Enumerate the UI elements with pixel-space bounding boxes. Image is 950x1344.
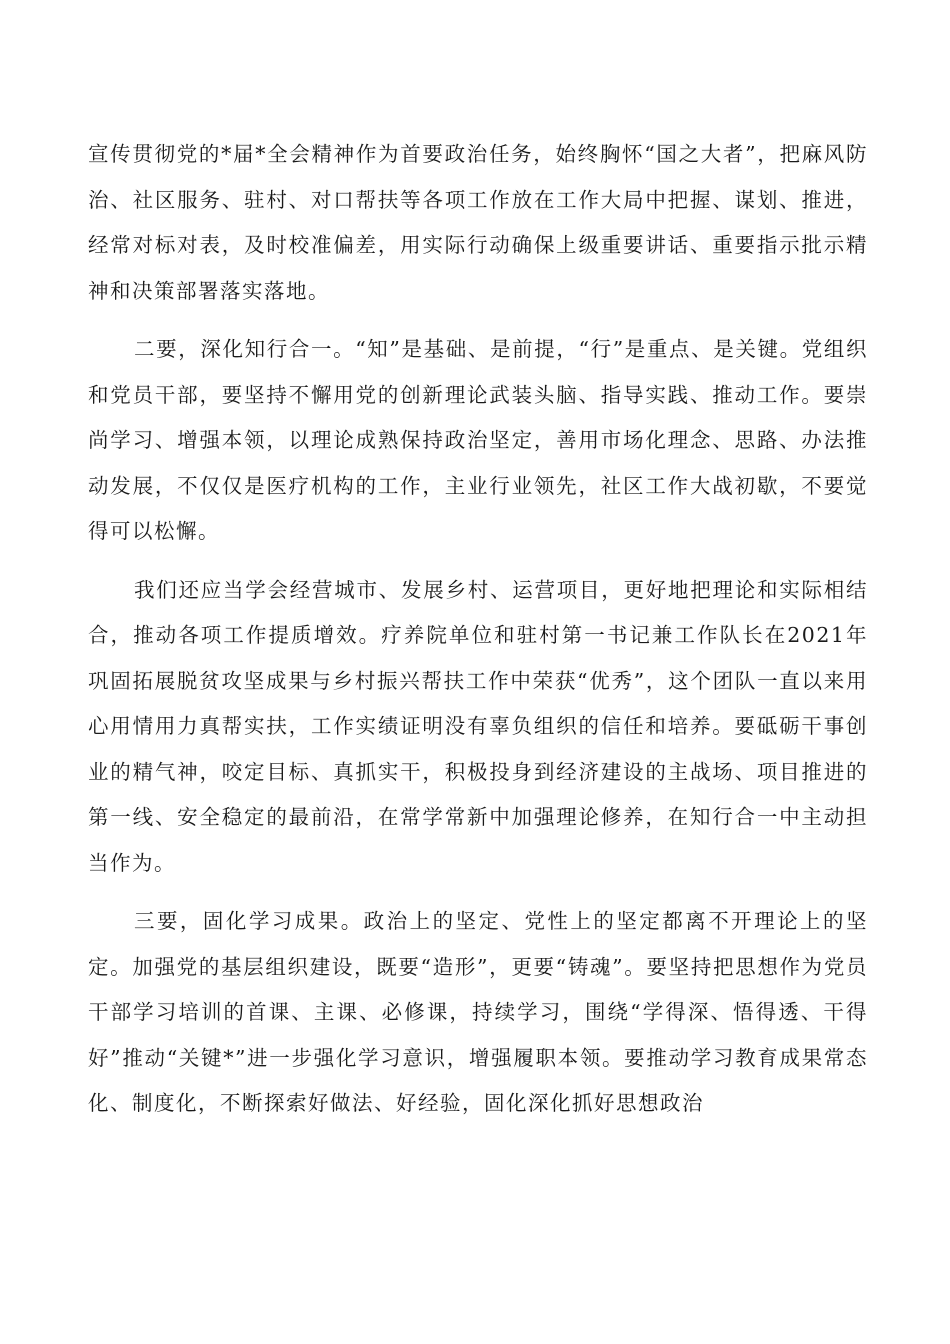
document-body <box>88 132 868 1140</box>
paragraph-2: 二要，深化知行合一。“知”是基础、是前提，“行”是重点、是关键。党组织和党员干部，要坚持不懈用党的创新理论武装头脑、指导实践、推动工作。要崇尚学习、增强本领，以理论成熟保持政治坚定，善用市场化理念、思路、办法推动发展，不仅仅是医疗机构的工作，主业行业领先，社区工作大战初歇，不要觉得可以松懈。 <box>88 337 868 543</box>
paragraph-1: 宣传贯彻党的*届*全会精神作为首要政治任务，始终胸怀“国之大者”，把麻风防治、社区服务、驻村、对口帮扶等各项工作放在工作大局中把握、谋划、推进，经常对标对表，及时校准偏差，用实际行动确保上级重要讲话、重要指示批示精神和决策部署落实落地。 <box>88 142 868 303</box>
paragraph-3: 我们还应当学会经营城市、发展乡村、运营项目，更好地把理论和实际相结合，推动各项工作提质增效。疗养院单位和驻村第一书记兼工作队长在2021年巩固拓展脱贫攻坚成果与乡村振兴帮扶工作中荣获“优秀”，这个团队一直以来用心用情用力真帮实扶，工作实绩证明没有辜负组织的信任和培养。要砥砺干事创业的精气神，咬定目标、真抓实干，积极投身到经济建设的主战场、项目推进的第一线、安全稳定的最前沿，在常学常新中加强理论修养，在知行合一中主动担当作为。 <box>88 577 868 875</box>
paragraph-4: 三要，固化学习成果。政治上的坚定、党性上的坚定都离不开理论上的坚定。加强党的基层组织建设，既要“造形”，更要“铸魂”。要坚持把思想作为党员干部学习培训的首课、主课、必修课，持续学习，围绕“学得深、悟得透、干得好”推动“关键*”进一步强化学习意识，增强履职本领。要推动学习教育成果常态化、制度化，不断探索好做法、好经验，固化深化抓好思想政治 <box>88 909 868 1115</box>
